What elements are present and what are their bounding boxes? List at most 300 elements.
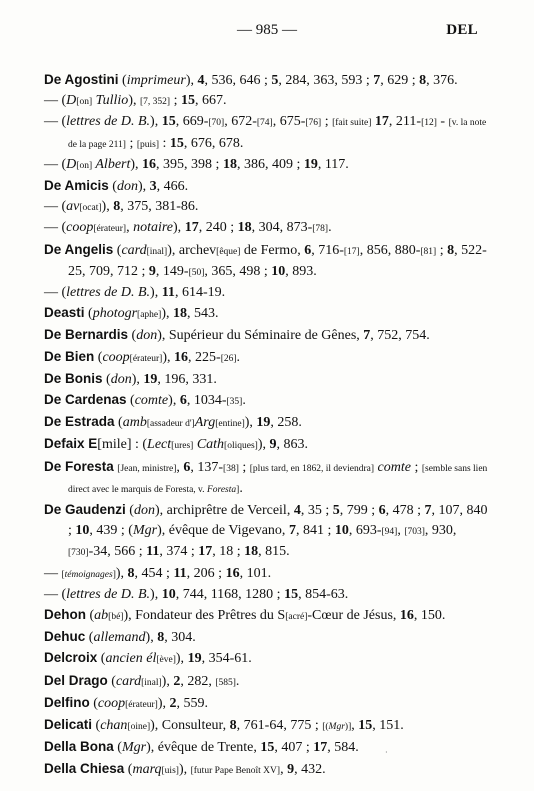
entry-text: ; <box>410 459 422 475</box>
editorial-insert: [50] <box>188 267 205 278</box>
index-entry <box>44 303 492 325</box>
italic-text: notaire <box>133 220 174 236</box>
volume-number: 4 <box>293 503 301 519</box>
editorial-insert-italic: Foresta <box>206 484 237 495</box>
volume-number: 8 <box>157 630 165 646</box>
volume-number: 11 <box>146 544 160 560</box>
editorial-insert: [585] <box>215 677 236 688</box>
editorial-insert: [oine] <box>127 722 151 733</box>
editorial-insert: [ <box>61 569 65 580</box>
entry-text: de Fermo, <box>240 242 305 258</box>
entry-text: ), <box>150 586 162 602</box>
editorial-insert: [on] <box>76 97 93 108</box>
index-entry <box>44 112 492 154</box>
entry-text: ), <box>173 220 185 236</box>
entry-text: : <box>159 135 170 151</box>
entry-text: , 375, 381-86. <box>120 199 199 215</box>
index-entry <box>44 176 492 197</box>
editorial-insert: [semble sans lien direct avec le marquis de Foresta, v. <box>68 463 488 495</box>
entry-text: ( <box>102 371 111 387</box>
entry-headword: De Estrada <box>44 414 115 430</box>
index-entry <box>44 627 492 648</box>
entry-text: ( <box>94 349 103 365</box>
italic-text: card <box>115 673 142 689</box>
footer-mark: · <box>385 748 388 757</box>
entry-text: . <box>328 220 332 236</box>
italic-text: lettres de D. B. <box>66 114 151 130</box>
italic-text: imprimeur <box>126 73 186 88</box>
entry-text: , <box>280 761 288 777</box>
entry-text: , 240 ; <box>198 220 238 236</box>
entry-text: , 101. <box>239 565 272 581</box>
editorial-insert: [oliques] <box>224 441 258 452</box>
editorial-insert: )] <box>344 722 352 733</box>
entry-text: ; <box>238 459 250 475</box>
entry-text: ), <box>185 73 198 88</box>
entry-text: , 466. <box>156 179 189 195</box>
editorial-insert-italic: témoignages <box>64 569 113 580</box>
volume-number: 8 <box>229 718 237 734</box>
entry-text: , 282, <box>180 673 216 689</box>
entry-text: ), <box>157 695 170 711</box>
entry-text: — <box>44 565 62 581</box>
volume-number: 4 <box>197 73 205 88</box>
entry-text: ; <box>170 93 181 109</box>
editorial-insert: [on] <box>76 160 93 171</box>
index-entry <box>44 91 492 112</box>
entry-text: , 744, 1168, 1280 ; <box>175 586 285 602</box>
volume-number: 19 <box>303 156 318 172</box>
entry-text: , 432. <box>294 761 326 777</box>
entry-headword: De Foresta <box>44 458 114 474</box>
editorial-insert: [aphe] <box>137 310 162 321</box>
index-entries <box>44 70 492 781</box>
entry-text: — ( <box>44 114 67 130</box>
volume-number: 6 <box>183 459 191 475</box>
entry-headword: Delicati <box>44 717 93 733</box>
volume-number: 17 <box>374 114 389 130</box>
italic-text: Mgr <box>121 740 147 756</box>
volume-number: 18 <box>172 306 187 322</box>
editorial-insert: ] <box>112 569 116 580</box>
page-number: — 985 — <box>237 22 297 38</box>
editorial-insert: ] <box>236 484 240 495</box>
entry-text: , 752, 754. <box>370 328 430 344</box>
entry-headword: Della Bona <box>44 739 114 755</box>
volume-number: 10 <box>271 263 286 279</box>
entry-text: ), <box>150 285 162 301</box>
entry-text: , 863. <box>276 437 308 453</box>
volume-number: 18 <box>244 544 259 560</box>
editorial-insert: [fait suite] <box>332 118 372 129</box>
index-entry <box>44 759 492 781</box>
volume-number: 8 <box>447 242 455 258</box>
entry-text: — ( <box>44 220 67 236</box>
volume-number: 19 <box>143 371 158 387</box>
volume-number: 16 <box>225 565 240 581</box>
entry-text: ( <box>92 718 101 734</box>
editorial-insert: [ures] <box>171 441 194 452</box>
index-entry <box>44 347 492 369</box>
entry-text: ( <box>113 740 122 756</box>
entry-text: . <box>236 349 241 365</box>
volume-number: 9 <box>269 437 277 453</box>
editorial-insert: [38] <box>223 463 239 474</box>
index-entry <box>44 390 492 412</box>
entry-text: , <box>351 718 359 734</box>
volume-number: 17 <box>313 740 328 756</box>
entry-text: ( <box>89 695 98 711</box>
editorial-insert: [inal] <box>141 677 162 688</box>
entry-text: , 211- <box>388 114 422 130</box>
entry-headword: Dehon <box>44 607 86 623</box>
entry-text: , 365, 498 ; <box>204 263 272 279</box>
entry-text: , <box>126 220 134 236</box>
entry-text: - <box>436 114 449 130</box>
entry-headword: Della Chiesa <box>44 760 125 776</box>
entry-text: , 304, 873- <box>251 220 313 236</box>
volume-number: 15 <box>284 586 299 602</box>
entry-text: ( <box>128 328 137 344</box>
entry-text: , <box>176 459 184 475</box>
italic-text: photogr <box>92 306 138 322</box>
editorial-insert: [35] <box>226 397 243 408</box>
index-entry <box>44 648 492 670</box>
italic-text: ancien él <box>105 651 157 667</box>
entry-text: ; <box>436 242 448 258</box>
entry-text: ( <box>124 761 133 777</box>
volume-number: 6 <box>179 393 187 409</box>
index-entry <box>44 369 492 390</box>
editorial-insert: [( <box>322 722 329 733</box>
editorial-insert: [94] <box>381 527 398 538</box>
index-entry <box>44 240 492 283</box>
entry-text: , 196, 331. <box>157 371 217 387</box>
entry-text: ), <box>150 114 162 130</box>
entry-text: , 856, 880- <box>359 242 421 258</box>
entry-text: , 893. <box>285 263 317 279</box>
volume-number: 5 <box>271 73 279 88</box>
volume-number: 5 <box>332 503 340 519</box>
entry-text: , 930, <box>424 523 457 539</box>
entry-text: ( <box>118 73 127 88</box>
entry-text: ( <box>84 306 93 322</box>
volume-number: 10 <box>75 523 90 539</box>
entry-text: , 386, 409 ; <box>236 156 304 172</box>
entry-text: ; <box>321 114 333 130</box>
page-header <box>0 20 534 44</box>
italic-text: Tullio <box>92 93 129 109</box>
volume-number: 16 <box>174 349 189 365</box>
volume-number: 15 <box>260 740 275 756</box>
editorial-insert: [ève] <box>156 655 176 666</box>
entry-text: -Cœur de Jésus, <box>307 608 400 624</box>
volume-number: 15 <box>169 135 184 151</box>
entry-text: ( <box>125 503 134 519</box>
index-entry <box>44 325 492 346</box>
editorial-insert: [v. la note de la page 211] <box>68 118 487 150</box>
index-entry <box>44 693 492 715</box>
entry-text: ), <box>115 565 128 581</box>
italic-text: Mgr <box>132 523 158 539</box>
entry-text: ), <box>137 179 150 195</box>
editorial-insert: [assadeur d'] <box>146 419 195 430</box>
italic-text: Arg <box>194 415 216 431</box>
volume-number: 10 <box>161 586 176 602</box>
entry-text: . <box>235 673 240 689</box>
italic-text: D <box>66 93 77 109</box>
editorial-insert: [17] <box>343 246 360 257</box>
volume-number: 10 <box>334 523 349 539</box>
entry-text: , 225- <box>188 349 221 365</box>
index-entry <box>44 457 492 500</box>
entry-text: , 614-19. <box>174 285 226 301</box>
italic-text: Lect <box>147 437 172 453</box>
entry-headword: De Cardenas <box>44 392 127 408</box>
entry-text: , 407 ; <box>274 740 314 756</box>
entry-text: , 676, 678. <box>183 135 244 151</box>
editorial-insert: [érateur] <box>93 224 127 235</box>
italic-text: chan <box>100 718 128 734</box>
volume-number: 7 <box>288 523 296 539</box>
entry-headword: Del Drago <box>44 672 108 688</box>
entry-text: , 35 ; <box>300 503 333 519</box>
volume-number: 7 <box>424 503 432 519</box>
volume-number: 17 <box>198 544 213 560</box>
volume-number: 18 <box>222 156 237 172</box>
entry-text: ), Supérieur du Séminaire de Gênes, <box>157 328 364 344</box>
entry-text: , 716- <box>311 242 344 258</box>
entry-text: , 304. <box>164 630 196 646</box>
entry-text: ), <box>257 437 270 453</box>
editorial-insert: [Jean, ministre] <box>117 463 177 474</box>
entry-text: ( <box>97 651 106 667</box>
entry-text: ), <box>131 371 144 387</box>
entry-text: , 284, 363, 593 ; <box>278 73 374 88</box>
editorial-insert: [730] <box>68 548 89 559</box>
volume-number: 7 <box>363 328 371 344</box>
entry-text: , 629 ; <box>380 73 420 88</box>
volume-number: 16 <box>399 608 414 624</box>
editorial-insert: [78] <box>312 224 329 235</box>
volume-number: 8 <box>113 199 121 215</box>
entry-text: ( <box>126 393 135 409</box>
entry-text: , 478 ; <box>385 503 425 519</box>
entry-headword: De Gaudenzi <box>44 502 126 518</box>
entry-text: , 117. <box>317 156 349 172</box>
volume-number: 8 <box>419 73 427 88</box>
editorial-insert: [7, 352] <box>139 97 171 108</box>
italic-text: don <box>110 371 132 387</box>
editorial-insert: [érateur] <box>125 699 158 710</box>
italic-text: av <box>66 199 80 215</box>
italic-text: coop <box>102 349 130 365</box>
entry-text: , 559. <box>176 695 209 711</box>
entry-text: , 376. <box>426 73 458 88</box>
entry-text: ), archiprêtre de Verceil, <box>154 503 294 519</box>
entry-text: , 206 ; <box>186 565 226 581</box>
entry-text: , 439 ; ( <box>89 523 133 539</box>
entry-text: , 543. <box>186 306 219 322</box>
entry-text: ), <box>178 761 191 777</box>
entry-text: — ( <box>44 199 67 215</box>
entry-text: ( <box>113 242 122 258</box>
editorial-insert: [uis] <box>161 765 179 776</box>
entry-headword: De Amicis <box>44 178 109 194</box>
entry-text: ), <box>168 393 180 409</box>
entry-text: ), évêque de Vigevano, <box>157 523 289 539</box>
entry-text: ), <box>128 93 140 109</box>
volume-number: 16 <box>142 156 157 172</box>
entry-text: , 693- <box>348 523 382 539</box>
index-entry <box>44 155 492 176</box>
entry-text: ), archev <box>167 242 217 258</box>
index-entry <box>44 585 492 605</box>
editorial-insert: [inal] <box>146 246 168 257</box>
editorial-insert: [acré] <box>285 612 308 623</box>
entry-text: . <box>242 393 246 409</box>
volume-number: 15 <box>358 718 373 734</box>
editorial-insert: [bé] <box>108 612 124 623</box>
entry-text: , 841 ; <box>295 523 335 539</box>
volume-number: 6 <box>304 242 312 258</box>
running-head: DEL <box>446 22 478 38</box>
entry-headword: Delcroix <box>44 650 98 666</box>
volume-number: 6 <box>378 503 386 519</box>
entry-headword: De Angelis <box>44 241 114 257</box>
italic-text: Albert <box>92 156 131 172</box>
italic-text: don <box>116 179 138 195</box>
index-entry <box>44 605 492 627</box>
italic-text: coop <box>66 220 94 236</box>
editorial-insert: [entine] <box>215 419 245 430</box>
italic-text: don <box>133 503 155 519</box>
entry-text: , 137- <box>190 459 224 475</box>
editorial-insert: [12] <box>421 118 437 129</box>
editorial-insert: [76] <box>305 118 322 129</box>
entry-text: ), <box>175 651 188 667</box>
entry-text: , 374 ; <box>159 544 199 560</box>
entry-text: ; <box>125 135 137 151</box>
volume-number: 3 <box>149 179 157 195</box>
entry-headword: De Bonis <box>44 370 103 386</box>
italic-text: marq <box>132 761 162 777</box>
volume-number: 18 <box>237 220 252 236</box>
index-entry <box>44 671 492 693</box>
entry-text: ( <box>114 415 123 431</box>
editorial-insert: [êque] <box>216 246 241 257</box>
editorial-insert: [futur Pape Benoît XV] <box>190 765 281 776</box>
index-entry <box>44 564 492 585</box>
entry-text: , 672- <box>224 114 257 130</box>
index-entry <box>44 500 492 564</box>
index-entry <box>44 715 492 737</box>
entry-text: , 536, 646 ; <box>204 73 272 88</box>
volume-number: 11 <box>161 285 175 301</box>
italic-text: lettres de D. B. <box>66 285 151 301</box>
volume-number: 11 <box>173 565 187 581</box>
volume-number: 19 <box>256 415 271 431</box>
italic-text: amb <box>122 415 147 431</box>
volume-number: 15 <box>180 93 195 109</box>
index-entry <box>44 218 492 239</box>
italic-text: D <box>66 156 77 172</box>
editorial-insert: [puis] <box>136 139 160 150</box>
entry-text: , 815. <box>258 544 290 560</box>
editorial-insert: [81] <box>420 246 437 257</box>
entry-text: , 18 ; <box>212 544 245 560</box>
italic-text: comte <box>134 393 169 409</box>
entry-text: ), <box>101 199 114 215</box>
entry-text: , 669- <box>175 114 209 130</box>
entry-headword: Defaix E <box>44 436 98 452</box>
volume-number: 9 <box>148 263 156 279</box>
entry-headword: De Bernardis <box>44 327 129 343</box>
entry-text: ), <box>161 306 173 322</box>
editorial-insert: [ocat] <box>79 203 102 214</box>
italic-text: comte <box>377 459 411 475</box>
entry-text: , 761-64, 775 ; <box>236 718 323 734</box>
editorial-insert: [plus tard, en 1862, il deviendra] <box>249 463 375 474</box>
entry-text: , 799 ; <box>339 503 379 519</box>
entry-text: — ( <box>44 285 67 301</box>
entry-text: ), Fondateur des Prêtres du S <box>123 608 286 624</box>
volume-number: 2 <box>169 695 177 711</box>
italic-text: coop <box>97 695 126 711</box>
entry-text: ), <box>145 630 158 646</box>
entry-text: ), <box>161 673 174 689</box>
entry-text: , 150. <box>413 608 446 624</box>
entry-headword: Deasti <box>44 305 85 321</box>
italic-text: card <box>121 242 147 258</box>
entry-text: -34, 566 ; <box>88 544 147 560</box>
entry-text: ), Consulteur, <box>150 718 230 734</box>
italic-text: don <box>136 328 158 344</box>
editorial-insert: [érateur] <box>129 353 163 364</box>
entry-headword: Delfino <box>44 694 90 710</box>
entry-text: ), <box>244 415 257 431</box>
editorial-insert: [70] <box>208 118 225 129</box>
entry-text: , 522-25, 709, 712 ; <box>68 242 487 279</box>
editorial-insert: [26] <box>220 353 237 364</box>
entry-text: , 854-63. <box>298 586 349 602</box>
entry-text: , 151. <box>372 718 404 734</box>
volume-number: 9 <box>287 761 295 777</box>
entry-text: , 258. <box>270 415 302 431</box>
entry-text: ), <box>162 349 175 365</box>
entry-text: , 395, 398 ; <box>156 156 223 172</box>
volume-number: 8 <box>127 565 135 581</box>
index-entry <box>44 283 492 303</box>
entry-headword: De Bien <box>44 348 95 364</box>
entry-text: , 149- <box>155 263 189 279</box>
entry-headword: Dehuc <box>44 629 86 645</box>
entry-text: — ( <box>44 93 67 109</box>
volume-number: 15 <box>161 114 176 130</box>
index-entry <box>44 70 492 91</box>
editorial-insert: [74] <box>256 118 273 129</box>
entry-text: ( <box>85 630 94 646</box>
entry-text: ), évêque de Trente, <box>146 740 261 756</box>
entry-text: ( <box>107 673 116 689</box>
volume-number: 7 <box>373 73 381 88</box>
entry-headword: De Agostini <box>44 72 119 87</box>
entry-text: , 667. <box>194 93 227 109</box>
entry-text: ), <box>130 156 143 172</box>
italic-text: ab <box>94 608 109 624</box>
entry-text: . <box>239 480 243 496</box>
entry-text: , 107, 840 ; <box>68 503 488 539</box>
